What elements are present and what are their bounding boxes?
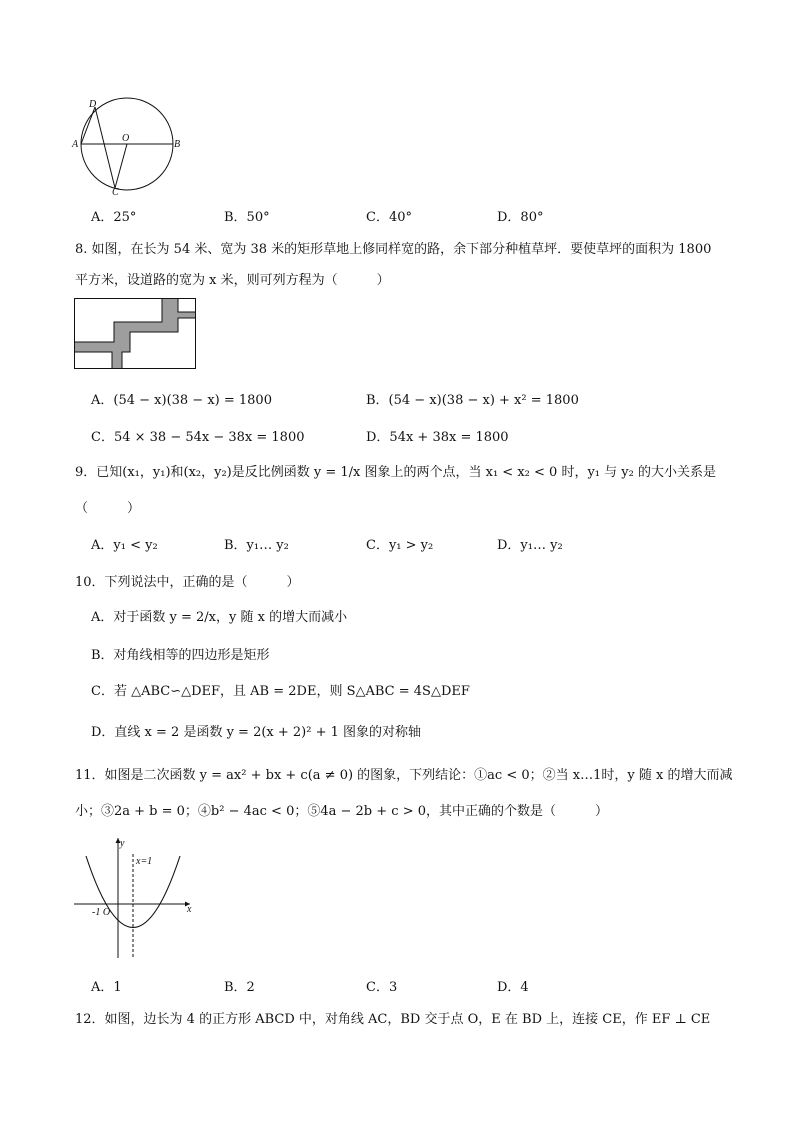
q7-option-b[interactable]: B．50° — [224, 210, 270, 225]
q7-circle-figure — [70, 96, 185, 196]
q7-option-c[interactable]: C．40° — [366, 210, 412, 225]
q8-option-d[interactable]: D．54x + 38x = 1800 — [366, 430, 509, 445]
q7-label-o: O — [122, 133, 130, 144]
q7-chord-ad — [81, 107, 95, 144]
q9-option-d[interactable]: D．y₁… y₂ — [497, 538, 563, 553]
q10-option-a[interactable]: A．对于函数 y = 2/x，y 随 x 的增大而减小 — [91, 610, 348, 625]
q7-label-d: D — [89, 99, 97, 110]
q8-stem-line1: 8. 如图，在长为 54 米、宽为 38 米的矩形草地上修同样宽的路，余下部分种植草坪．要使草坪的面积为 1800 — [75, 242, 712, 257]
q7-chord-dc — [95, 107, 115, 188]
q7-radius-oc — [115, 144, 127, 188]
q7-label-c: C — [112, 187, 119, 196]
q11-label-axis: x=1 — [136, 856, 153, 867]
q9-option-c[interactable]: C．y₁ > y₂ — [366, 538, 434, 553]
q7-option-a[interactable]: A．25° — [91, 210, 137, 225]
q11-option-d[interactable]: D．4 — [497, 980, 529, 995]
q8-option-b[interactable]: B．(54 − x)(38 − x) + x² = 1800 — [366, 393, 579, 408]
q7-option-d[interactable]: D．80° — [497, 210, 544, 225]
q8-field-figure — [74, 298, 196, 370]
q11-option-c[interactable]: C．3 — [366, 980, 398, 995]
q11-label-y: y — [120, 838, 125, 849]
q11-stem-line2: 小；③2a + b = 0；④b² − 4ac < 0；⑤4a − 2b + c > 0，其中正确的个数是（ ） — [75, 804, 608, 819]
q11-label-x: x — [187, 904, 192, 915]
q11-option-a[interactable]: A．1 — [91, 980, 122, 995]
q7-label-a: A — [72, 139, 79, 150]
q8-option-c[interactable]: C．54 × 38 − 54x − 38x = 1800 — [91, 430, 305, 445]
q12-stem-line1: 12．如图，边长为 4 的正方形 ABCD 中，对角线 AC，BD 交于点 O，E 在 BD 上，连接 CE，作 EF ⊥ CE — [75, 1012, 711, 1027]
q11-parabola-figure — [72, 834, 196, 964]
q9-option-b[interactable]: B．y₁… y₂ — [224, 538, 289, 553]
q9-option-a[interactable]: A．y₁ < y₂ — [91, 538, 158, 553]
q9-stem-line2: （ ） — [75, 501, 141, 516]
q11-option-b[interactable]: B．2 — [224, 980, 255, 995]
q8-option-a[interactable]: A．(54 − x)(38 − x) = 1800 — [91, 393, 272, 408]
q9-stem-line1: 9．已知(x₁，y₁)和(x₂，y₂)是反比例函数 y = 1/x 图象上的两个点，当 x₁ < x₂ < 0 时，y₁ 与 y₂ 的大小关系是 — [75, 465, 716, 480]
q10-option-b[interactable]: B．对角线相等的四边形是矩形 — [91, 648, 270, 663]
q10-stem: 10．下列说法中，正确的是（ ） — [75, 575, 300, 590]
q8-stem-line2: 平方米，设道路的宽为 x 米，则可列方程为（ ） — [75, 273, 390, 288]
q11-stem-line1: 11．如图是二次函数 y = ax² + bx + c(a ≠ 0) 的图象，下列结论：①ac < 0；②当 x…1时，y 随 x 的增大而减 — [75, 768, 733, 783]
q10-option-c[interactable]: C．若 △ABC∽△DEF，且 AB = 2DE，则 S△ABC = 4S△DEF — [91, 684, 470, 699]
q11-label-origin: -1 O — [92, 907, 111, 918]
q10-option-d[interactable]: D．直线 x = 2 是函数 y = 2(x + 2)² + 1 图象的对称轴 — [91, 725, 422, 740]
q7-label-b: B — [174, 139, 181, 150]
